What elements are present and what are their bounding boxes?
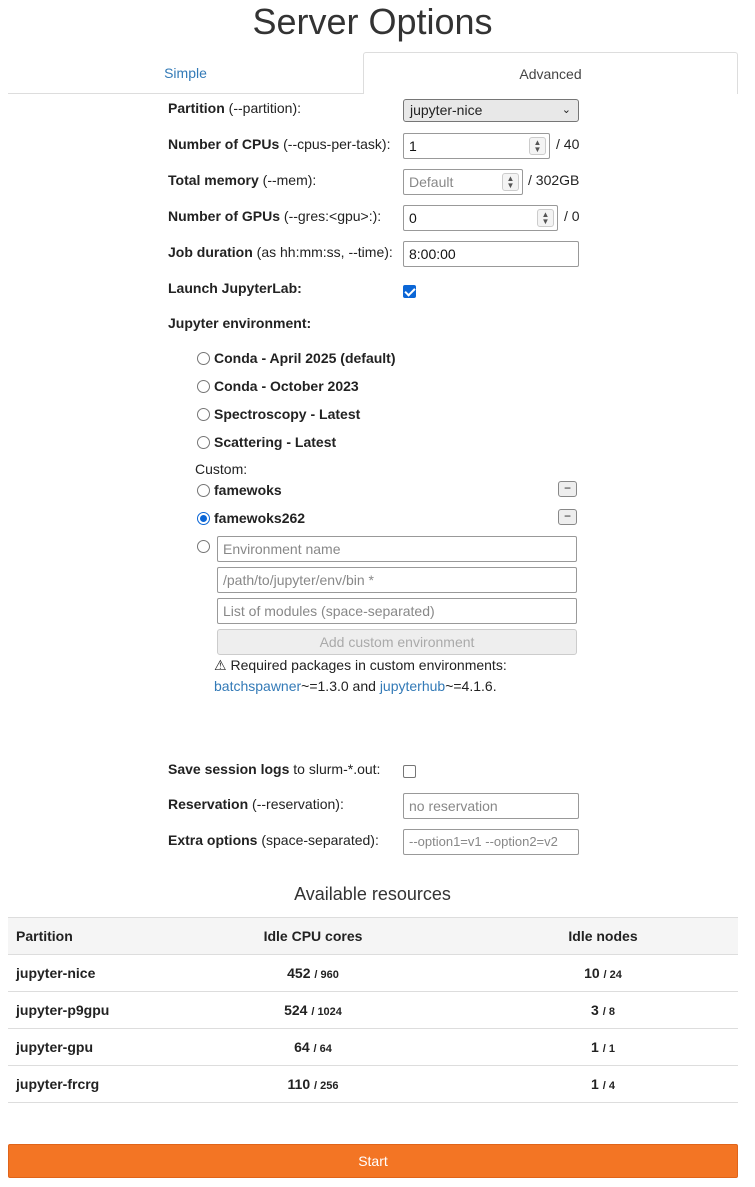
partition-cell: jupyter-p9gpu [8,992,158,1029]
partition-cell: jupyter-nice [8,955,158,992]
memory-spinner-icon[interactable]: ▲ ▼ [502,173,519,191]
env-option-label: Scattering - Latest [214,434,337,450]
resources-title: Available resources [294,884,451,904]
partition-value: jupyter-nice [410,102,483,118]
custom-env-note-requirements: batchspawner~=1.3.0 and jupyterhub~=4.1.6. [214,678,497,694]
partition-select[interactable] [403,99,579,122]
warning-icon: ⚠ [214,657,227,673]
table-row [8,1029,738,1066]
logs-checkbox[interactable] [403,765,416,778]
chevron-down-icon: ⌄ [561,104,571,116]
env-radio-famewoks262[interactable] [197,512,210,525]
env-radio-conda-2023[interactable] [197,380,210,393]
cpus-max: / 40 [556,136,580,152]
start-button[interactable]: Start [8,1144,738,1178]
logs-label: Save session logs to slurm-*.out: [168,761,381,777]
custom-env-label: famewoks262 [214,510,306,526]
duration-input[interactable]: 8:00:00 [403,241,579,267]
cpu-cell: 452 / 960 [158,955,468,992]
custom-env-note: ⚠ Required packages in custom environments: [214,657,507,673]
cpu-cell: 64 / 64 [158,1029,468,1066]
environment-label: Jupyter environment: [168,315,312,331]
tab-advanced[interactable]: Advanced [363,52,738,94]
jupyterlab-label: Launch JupyterLab: [168,280,302,296]
memory-label: Total memory (--mem): [168,172,317,188]
env-option-label: Conda - October 2023 [214,378,359,394]
table-row [8,992,738,1029]
partition-label: Partition (--partition): [168,100,302,116]
gpus-max: / 0 [564,208,580,224]
env-modules-input[interactable]: List of modules (space-separated) [217,598,577,624]
gpus-input[interactable]: 0 ▲ ▼ [403,205,558,231]
env-radio-famewoks[interactable] [197,484,210,497]
jupyterhub-link[interactable]: jupyterhub [379,678,446,694]
nodes-cell: 1 / 4 [468,1066,738,1103]
env-radio-conda-2025[interactable] [197,352,210,365]
env-option-label: Spectroscopy - Latest [214,406,361,422]
reservation-label: Reservation (--reservation): [168,796,344,812]
page-title: Server Options [252,1,493,42]
cpus-label: Number of CPUs (--cpus-per-task): [168,136,391,152]
duration-label: Job duration (as hh:mm:ss, --time): [168,244,393,260]
nodes-cell: 3 / 8 [468,992,738,1029]
memory-input[interactable]: Default ▲ ▼ [403,169,523,195]
nodes-cell: 10 / 24 [468,955,738,992]
partition-cell: jupyter-frcrg [8,1066,158,1103]
cpus-input[interactable]: 1 ▲ ▼ [403,133,550,159]
extra-options-input[interactable]: --option1=v1 --option2=v2 [403,829,579,855]
env-radio-spectroscopy[interactable] [197,408,210,421]
cpu-cell: 110 / 256 [158,1066,468,1103]
jupyterlab-checkbox[interactable] [403,285,416,298]
add-custom-environment-button[interactable]: Add custom environment [217,629,577,655]
cpu-cell: 524 / 1024 [158,992,468,1029]
batchspawner-link[interactable]: batchspawner [214,678,302,694]
reservation-input[interactable]: no reservation [403,793,579,819]
env-radio-scattering[interactable] [197,436,210,449]
custom-env-label: famewoks [214,482,282,498]
column-header: Idle nodes [468,918,738,955]
tab-simple[interactable]: Simple [8,52,363,94]
remove-famewoks262-button[interactable]: − [558,509,577,525]
cpus-spinner-icon[interactable]: ▲ ▼ [529,137,546,155]
extra-options-label: Extra options (space-separated): [168,832,379,848]
remove-famewoks-button[interactable]: − [558,481,577,497]
column-header: Idle CPU cores [158,918,468,955]
memory-max: / 302GB [528,172,580,188]
nodes-cell: 1 / 1 [468,1029,738,1066]
env-option-label: Conda - April 2025 (default) [214,350,396,366]
env-path-input[interactable]: /path/to/jupyter/env/bin * [217,567,577,593]
env-radio-new[interactable] [197,540,210,553]
partition-cell: jupyter-gpu [8,1029,158,1066]
gpus-label: Number of GPUs (--gres:<gpu>:): [168,208,382,224]
custom-label: Custom: [195,461,248,477]
resources-table [8,917,738,1103]
table-row [8,1066,738,1103]
column-header: Partition [8,918,158,955]
tab-bar [8,52,738,94]
gpus-spinner-icon[interactable]: ▲ ▼ [537,209,554,227]
env-name-input[interactable]: Environment name [217,536,577,562]
table-row [8,955,738,992]
